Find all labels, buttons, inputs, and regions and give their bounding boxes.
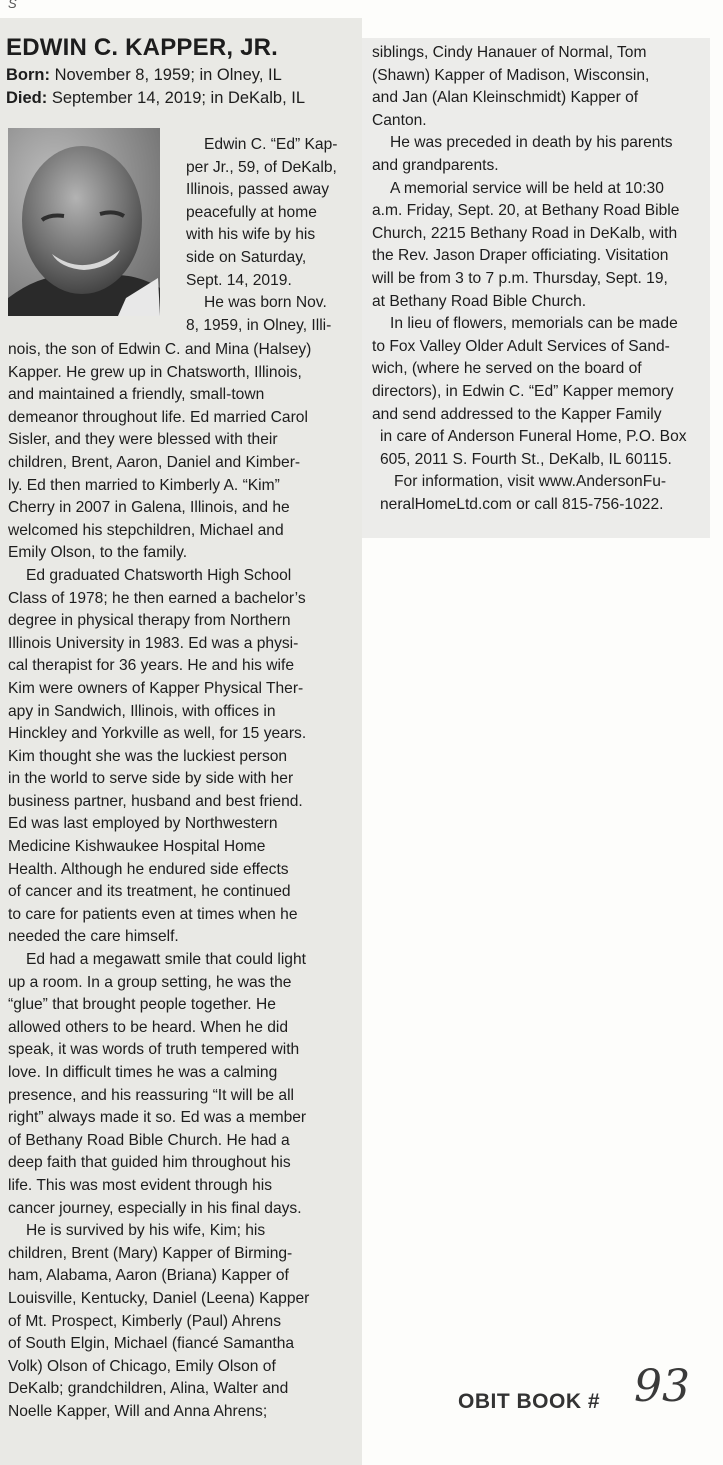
- text-line: Hinckley and Yorkville as well, for 15 years.: [8, 725, 307, 743]
- portrait-photo: [8, 128, 160, 316]
- text-line: Louisville, Kentucky, Daniel (Leena) Kapper: [8, 1289, 310, 1307]
- text-line: the Rev. Jason Draper officiating. Visitation: [372, 247, 669, 265]
- text-line: Noelle Kapper, Will and Anna Ahrens;: [8, 1402, 268, 1420]
- text-line: of South Elgin, Michael (fiancé Samantha: [8, 1335, 295, 1353]
- text-line: with his wife by his: [186, 226, 316, 244]
- died-label: Died:: [6, 89, 48, 107]
- text-line: Kim thought she was the luckiest person: [8, 747, 288, 765]
- text-line: DeKalb; grandchildren, Alina, Walter and: [8, 1380, 289, 1398]
- text-line: and send addressed to the Kapper Family: [372, 405, 662, 423]
- text-line: “glue” that brought people together. He: [8, 996, 276, 1014]
- died-value: September 14, 2019; in DeKalb, IL: [51, 89, 306, 107]
- text-line: Sept. 14, 2019.: [186, 271, 292, 289]
- text-line: Ed had a megawatt smile that could light: [26, 951, 306, 969]
- text-line: neralHomeLtd.com or call 815-756-1022.: [380, 495, 664, 513]
- text-line: ly. Ed then married to Kimberly A. “Kim”: [8, 476, 280, 494]
- text-line: ham, Alabama, Aaron (Briana) Kapper of: [8, 1267, 289, 1285]
- text-line: Kapper. He grew up in Chatsworth, Illinois,: [8, 363, 302, 381]
- text-line: and Jan (Alan Kleinschmidt) Kapper of: [372, 89, 639, 107]
- text-line: apy in Sandwich, Illinois, with offices in: [8, 702, 276, 720]
- text-line: at Bethany Road Bible Church.: [372, 292, 587, 310]
- text-line: to Fox Valley Older Adult Services of Sand-: [372, 337, 670, 355]
- text-line: deep faith that guided him throughout his: [8, 1154, 291, 1172]
- text-line: speak, it was words of truth tempered with: [8, 1041, 300, 1059]
- text-line: Ed graduated Chatsworth High School: [26, 566, 292, 584]
- text-line: will be from 3 to 7 p.m. Thursday, Sept. 19,: [372, 269, 668, 287]
- text-line: He was born Nov.: [204, 294, 327, 312]
- text-line: presence, and his reassuring “It will be all: [8, 1086, 295, 1104]
- top-margin: [0, 0, 723, 18]
- text-line: business partner, husband and best friend.: [8, 792, 303, 810]
- died-line: [6, 87, 305, 110]
- left-column-text: [8, 339, 311, 1424]
- text-line: demeanor throughout life. Ed married Carol: [8, 408, 308, 426]
- text-line: Health. Although he endured side effects: [8, 860, 289, 878]
- text-line: right” always made it so. Ed was a member: [8, 1109, 307, 1127]
- born-label: Born:: [6, 66, 50, 84]
- obit-book-stamp: [458, 1390, 600, 1414]
- obituary-name: EDWIN C. KAPPER, JR.: [6, 34, 279, 61]
- text-line: side on Saturday,: [186, 248, 307, 266]
- text-line: wich, (where he served on the board of: [372, 360, 642, 378]
- text-line: Volk) Olson of Chicago, Emily Olson of: [8, 1357, 276, 1375]
- text-line: For information, visit www.AndersonFu-: [394, 473, 667, 491]
- text-line: welcomed his stepchildren, Michael and: [8, 521, 284, 539]
- text-line: love. In difficult times he was a calming: [8, 1064, 278, 1081]
- text-line: degree in physical therapy from Northern: [8, 612, 291, 630]
- text-line: children, Brent (Mary) Kapper of Birming-: [8, 1244, 293, 1262]
- text-line: Edwin C. “Ed” Kap-: [204, 136, 338, 153]
- text-line: peacefully at home: [186, 203, 317, 221]
- text-line: of Bethany Road Bible Church. He had a: [8, 1131, 290, 1149]
- right-column-text: [372, 42, 687, 516]
- text-line: nois, the son of Edwin C. and Mina (Halsey): [8, 341, 312, 358]
- text-line: He is survived by his wife, Kim; his: [26, 1222, 266, 1240]
- text-line: Kim were owners of Kapper Physical Ther-: [8, 679, 304, 697]
- text-line: Canton.: [372, 111, 427, 129]
- text-line: Medicine Kishwaukee Hospital Home: [8, 838, 266, 856]
- text-line: Illinois University in 1983. Ed was a physi-: [8, 634, 299, 652]
- text-line: of cancer and its treatment, he continued: [8, 883, 291, 901]
- top-mark: S: [8, 0, 17, 11]
- born-line: [6, 64, 305, 87]
- text-line: In lieu of flowers, memorials can be made: [390, 315, 678, 333]
- text-line: cancer journey, especially in his final days.: [8, 1199, 302, 1217]
- text-line: siblings, Cindy Hanauer of Normal, Tom: [372, 44, 647, 61]
- text-line: children, Brent, Aaron, Daniel and Kimber-: [8, 453, 301, 471]
- text-line: in care of Anderson Funeral Home, P.O. Box: [380, 428, 687, 446]
- text-line: 605, 2011 S. Fourth St., DeKalb, IL 60115.: [380, 450, 672, 468]
- text-line: Illinois, passed away: [186, 181, 330, 199]
- text-line: cal therapist for 36 years. He and his wife: [8, 657, 295, 675]
- text-line: of Mt. Prospect, Kimberly (Paul) Ahrens: [8, 1312, 281, 1330]
- text-line: (Shawn) Kapper of Madison, Wisconsin,: [372, 66, 650, 84]
- text-line: A memorial service will be held at 10:30: [390, 179, 664, 197]
- text-line: life. This was most evident through his: [8, 1176, 273, 1194]
- obituary-dates: [6, 64, 305, 110]
- text-line: Ed was last employed by Northwestern: [8, 815, 278, 833]
- text-line: He was preceded in death by his parents: [390, 134, 673, 152]
- text-line: Sisler, and they were blessed with their: [8, 431, 278, 449]
- text-line: to care for patients even at times when he: [8, 905, 298, 923]
- obit-book-label: OBIT BOOK #: [458, 1390, 601, 1413]
- text-line: up a room. In a group setting, he was the: [8, 973, 292, 991]
- born-value: November 8, 1959; in Olney, IL: [54, 66, 282, 84]
- text-line: Church, 2215 Bethany Road in DeKalb, with: [372, 224, 678, 242]
- text-line: needed the care himself.: [8, 928, 179, 946]
- text-line: Class of 1978; he then earned a bachelor’s: [8, 589, 306, 607]
- text-line: directors), in Edwin C. “Ed” Kapper memory: [372, 382, 674, 400]
- column-beside-photo: [186, 134, 337, 337]
- text-line: Emily Olson, to the family.: [8, 544, 188, 562]
- text-line: in the world to serve side by side with her: [8, 770, 294, 788]
- text-line: 8, 1959, in Olney, Illi-: [186, 316, 332, 334]
- text-line: a.m. Friday, Sept. 20, at Bethany Road Bible: [372, 202, 680, 220]
- handwritten-book-number: 93: [634, 1361, 690, 1412]
- text-line: per Jr., 59, of DeKalb,: [186, 158, 337, 176]
- text-line: and maintained a friendly, small-town: [8, 386, 265, 404]
- text-line: Cherry in 2007 in Galena, Illinois, and he: [8, 499, 290, 517]
- text-line: allowed others to be heard. When he did: [8, 1018, 289, 1036]
- text-line: and grandparents.: [372, 156, 499, 174]
